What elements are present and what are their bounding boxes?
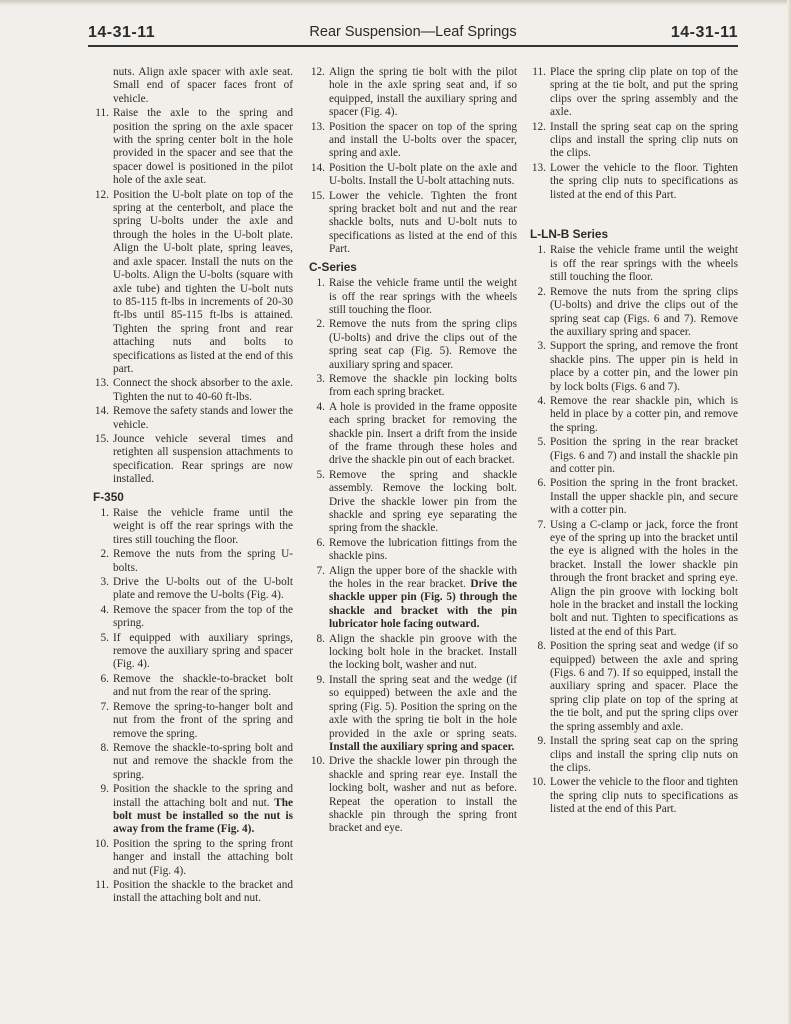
list-item bbox=[530, 121, 738, 161]
item-text: Remove the rear shackle pin, which is held in place by a cotter pin, and remove the spring. bbox=[550, 394, 738, 434]
item-number: 11. bbox=[95, 107, 109, 120]
list-items-a bbox=[530, 66, 738, 202]
page-top-edge bbox=[0, 0, 791, 6]
item-text: Install the spring seat cap on the spring clips and install the spring clip nuts on the clips. bbox=[550, 120, 738, 160]
item-text: Remove the shackle-to-bracket bolt and nut from the rear of the spring. bbox=[113, 672, 293, 699]
item-text: Lower the vehicle. Tighten the front spring bracket bolt and nut and the rear shackle bolts, nuts and U-bolt nuts to specifications as listed at the end of this Part. bbox=[329, 189, 517, 256]
list-item bbox=[93, 838, 293, 878]
item-number: 2. bbox=[316, 318, 325, 331]
section-heading-l-ln-b-series: L-LN-B Series bbox=[530, 227, 609, 242]
item-number: 4. bbox=[537, 394, 546, 407]
list-items-a bbox=[309, 66, 517, 257]
list-item bbox=[309, 121, 517, 161]
column-2 bbox=[309, 66, 517, 837]
item-number: 1. bbox=[100, 507, 109, 519]
item-number: 11. bbox=[95, 878, 109, 891]
item-number: 5. bbox=[537, 436, 546, 449]
list-item bbox=[93, 576, 293, 603]
item-number: 13. bbox=[94, 377, 109, 390]
item-number: 6. bbox=[100, 672, 109, 685]
list-item bbox=[93, 405, 293, 432]
item-number: 1. bbox=[316, 277, 325, 290]
list-item: 9. Install the spring seat and the wedge (if so equipped) between the axle and the spring (Fig. 5). Position the spring on the axle with the spring tie bolt in the hole provided in the axle or spring seats. Install the auxiliary spring and spacer. bbox=[316, 673, 517, 753]
item-number: 12. bbox=[531, 120, 546, 133]
item-number: 12. bbox=[94, 188, 109, 201]
column-3 bbox=[530, 66, 738, 818]
item-text: Remove the spring-to-hanger bolt and nut from the front of the spring and remove the spring. bbox=[113, 700, 293, 740]
list-item bbox=[93, 604, 293, 631]
page-number-right: 14-31-11 bbox=[670, 24, 738, 41]
list-item bbox=[530, 640, 738, 734]
list-item bbox=[93, 632, 293, 672]
item-text: Position the spring to the spring front hanger and install the attaching bolt and nut (Fig. 4). bbox=[113, 837, 293, 877]
item-number: 4. bbox=[316, 400, 325, 413]
list-item bbox=[530, 735, 738, 775]
item-text: Remove the shackle pin locking bolts from each spring bracket. bbox=[329, 372, 517, 399]
item-number: 14. bbox=[94, 405, 109, 418]
section-heading-f350: F-350 bbox=[93, 489, 124, 504]
list-item bbox=[530, 519, 738, 640]
list-item bbox=[309, 66, 517, 120]
item-text: Using a C-clamp or jack, force the front eye of the spring up into the bracket until the eye is aligned with the holes in the bracket. Install the lower shackle pin through the front bracket and spring eye. Align the pin groove with locking bolt hole in the bracket and install the locking bolt and nut. Tighten to specifications as listed at the end of this Part. bbox=[550, 518, 738, 638]
list-item bbox=[93, 548, 293, 575]
item-text: Remove the lubrication fittings from the shackle pins. bbox=[329, 536, 517, 563]
item-text: Align the spring tie bolt with the pilot hole in the axle spring seat and, if so equipped, install the auxiliary spring and spacer (Fig. 4). bbox=[329, 66, 517, 119]
item-text: Lower the vehicle to the floor. Tighten the spring clip nuts to specifications as listed at the end of this Part. bbox=[550, 161, 738, 201]
list-item: 8. Align the shackle pin groove with the locking bolt hole in the bracket. Install the locking bolt, washer and nut. bbox=[316, 632, 517, 672]
item-text: Lower the vehicle to the floor and tighten the spring clip nuts to specifications as listed at the end of this Part. bbox=[550, 776, 738, 816]
item-number: 6. bbox=[316, 536, 325, 549]
item-text: A hole is provided in the frame opposite each spring bracket for removing the shackle pin. Insert a drift from the inside of the frame through these holes and drive the shackle pin out of each bracket. bbox=[329, 400, 517, 467]
item-number: 14. bbox=[310, 161, 325, 174]
item-text: Remove the shackle-to-spring bolt and nut and remove the shackle from the spring. bbox=[113, 741, 293, 781]
item-text: Drive the U-bolts out of the U-bolt plate and remove the U-bolts (Fig. 4). bbox=[113, 576, 293, 602]
item-text: Raise the axle to the spring and position the spring on the axle spacer with the spring center bolt in the hole provided in the spacer and see that the spacer dowel is positioned in the pilot hole of the axle seat. bbox=[113, 107, 293, 187]
item-text: Position the spring in the front bracket. Install the upper shackle pin, and secure with a cotter pin. bbox=[550, 477, 738, 517]
item-number: 2. bbox=[100, 548, 109, 561]
item-text: Remove the safety stands and lower the vehicle. bbox=[113, 405, 293, 431]
list-item bbox=[309, 190, 517, 257]
item-number: 7. bbox=[100, 700, 109, 713]
item-text: Support the spring, and remove the front shackle pins. The upper pin is held in place by a cotter pin, and the lower pin by lock bolts (Figs. 6 and 7). bbox=[550, 340, 738, 393]
list-item: 7. Align the upper bore of the shackle with the holes in the rear bracket. Drive the shackle upper pin (Fig. 5) through the shackle and bracket with the pin lubricator hole facing outward. bbox=[316, 564, 518, 631]
item-text: Jounce vehicle several times and retighten all suspension attachments to specification. Rear springs are now installed. bbox=[113, 432, 293, 486]
item-number: 6. bbox=[537, 477, 546, 490]
item-number: 8. bbox=[537, 640, 546, 653]
item-text: Remove the nuts from the spring U-bolts. bbox=[113, 548, 293, 574]
item-number: 5. bbox=[316, 468, 325, 481]
list-item bbox=[93, 879, 293, 906]
list-item bbox=[530, 340, 738, 394]
item-text: Position the U-bolt plate on the axle and U-bolts. Install the U-bolt attaching nuts. bbox=[329, 161, 517, 188]
list-item bbox=[93, 701, 293, 741]
item-text: If equipped with auxiliary springs, remove the auxiliary spring and spacer (Fig. 4). bbox=[113, 631, 293, 671]
item-text: Position the spring in the rear bracket (Figs. 6 and 7) and install the shackle pin and cotter pin. bbox=[550, 436, 738, 475]
item-text: Remove the nuts from the spring clips (U-bolts) and drive the clips out of the spring seat cap (Fig. 5). Remove the auxiliary spring and spacer. bbox=[329, 318, 517, 371]
item-text: Position the spacer on top of the spring and install the U-bolts over the spacer, spring and axle. bbox=[329, 120, 517, 160]
list-item bbox=[93, 673, 293, 700]
item-text: Position the U-bolt plate on top of the spring at the centerbolt, and place the spring U-bolts under the axle and through the holes in the U-bolt plate. Align the U-bolt plate, spring leaves, and axle spacer. Install the nuts on the U-bolts. Align the U-bolts (square with axle tube) and tighten the U-bolt nuts to 85-115 ft-lbs in increments of 20-30 ft-lbs until 85-115 ft-lbs is attained. Tighten the spring front and rear attaching nuts and bolts to specifications as listed at the end of this part. bbox=[113, 188, 293, 375]
list-item bbox=[530, 66, 738, 120]
list-item bbox=[530, 436, 738, 476]
list-items-b bbox=[309, 277, 517, 564]
item-text: Place the spring clip plate on top of the spring at the tie bolt, and put the spring clips over the spring assembly and the axle. bbox=[550, 66, 738, 119]
item-text: Position the spring seat and wedge (if so equipped) between the axle and spring (Figs. 6 and 7). If so equipped, install the auxiliary spring and spacer. Place the spring clip plate on top of the spring at the tie bolt, and put the spring clips over the spring assembly and axle. bbox=[550, 640, 738, 733]
list-item bbox=[309, 277, 517, 317]
list-items-b bbox=[530, 244, 738, 816]
page-title: Rear Suspension—Leaf Springs bbox=[309, 24, 517, 40]
list-item bbox=[309, 537, 517, 564]
list-item bbox=[93, 189, 293, 377]
item-text: Raise the vehicle frame until the weight is off the rear springs with the wheels still touching the floor. bbox=[329, 277, 517, 316]
list-items-a bbox=[93, 107, 293, 486]
item-text: Remove the spacer from the top of the spring. bbox=[113, 603, 293, 630]
item-text: Remove the nuts from the spring clips (U-bolts) and drive the clips out of the spring seat cap (Figs. 6 and 7). Remove the auxiliary spring and spacer. bbox=[550, 285, 738, 338]
item-number: 3. bbox=[537, 340, 546, 353]
item-number: 9. bbox=[537, 735, 546, 748]
item-number: 15. bbox=[94, 432, 109, 445]
list-item: 9. Position the shackle to the spring and install the attaching bolt and nut. The bolt must be installed so the nut is away from the frame (Fig. 4). bbox=[100, 783, 293, 836]
item-number: 7. bbox=[537, 518, 546, 531]
header-rule bbox=[88, 45, 738, 47]
list-item bbox=[309, 162, 517, 189]
list-item bbox=[530, 776, 738, 816]
continuation-text: nuts. Align axle spacer with axle seat. Small end of spacer faces front of vehicle. bbox=[113, 66, 293, 105]
item-number: 4. bbox=[100, 603, 109, 616]
item-number: 11. bbox=[532, 66, 546, 78]
item-number: 15. bbox=[310, 189, 325, 202]
list-item bbox=[93, 107, 293, 187]
list-items-c bbox=[93, 838, 293, 906]
item-number: 8. bbox=[100, 741, 109, 754]
list-item bbox=[309, 401, 517, 468]
item-text: Raise the vehicle frame until the weight is off the rear springs with the tires still touching the floor. bbox=[113, 507, 293, 546]
item-text: Raise the vehicle frame until the weight is off the rear springs with the wheels still touching the floor. bbox=[550, 244, 738, 284]
list-item bbox=[309, 318, 517, 372]
list-item: 10. Drive the shackle lower pin through the shackle and spring rear eye. Install the locking bolt, washer and nut as before. Repeat the operation to install the shackle pin through the spring front bracket and eye. bbox=[310, 755, 517, 835]
list-item bbox=[530, 244, 738, 284]
list-item bbox=[530, 477, 738, 517]
list-item bbox=[93, 377, 293, 404]
item-number: 13. bbox=[310, 120, 325, 133]
item-text: Position the shackle to the bracket and install the attaching bolt and nut. bbox=[113, 878, 293, 905]
list-item bbox=[309, 469, 517, 536]
item-text: Install the spring seat cap on the spring clips and install the spring clip nuts on the clips. bbox=[550, 735, 738, 774]
item-text: Remove the spring and shackle assembly. Remove the locking bolt. Drive the shackle lower pin from the shackle and spring eye separating the spring from the shackle. bbox=[329, 468, 517, 535]
page-number-left: 14-31-11 bbox=[88, 24, 156, 41]
item-number: 13. bbox=[531, 161, 546, 174]
column-1 bbox=[93, 66, 293, 907]
item-number: 1. bbox=[537, 244, 546, 257]
item-number: 10. bbox=[531, 776, 546, 789]
list-item bbox=[309, 373, 517, 400]
page-right-edge bbox=[787, 0, 791, 1024]
item-number: 5. bbox=[100, 631, 109, 644]
section-heading-c-series: C-Series bbox=[309, 259, 357, 274]
list-item bbox=[93, 742, 293, 782]
list-item bbox=[93, 507, 293, 547]
item-number: 3. bbox=[100, 576, 109, 589]
item-number: 2. bbox=[537, 285, 546, 298]
list-item bbox=[530, 395, 738, 435]
list-item bbox=[530, 286, 738, 340]
list-items-b bbox=[93, 507, 293, 782]
list-item bbox=[530, 162, 738, 202]
item-number: 10. bbox=[94, 837, 109, 850]
item-number: 3. bbox=[316, 372, 325, 385]
list-item bbox=[93, 433, 293, 487]
item-number: 12. bbox=[310, 66, 325, 78]
item-text: Connect the shock absorber to the axle. Tighten the nut to 40-60 ft-lbs. bbox=[113, 377, 293, 403]
